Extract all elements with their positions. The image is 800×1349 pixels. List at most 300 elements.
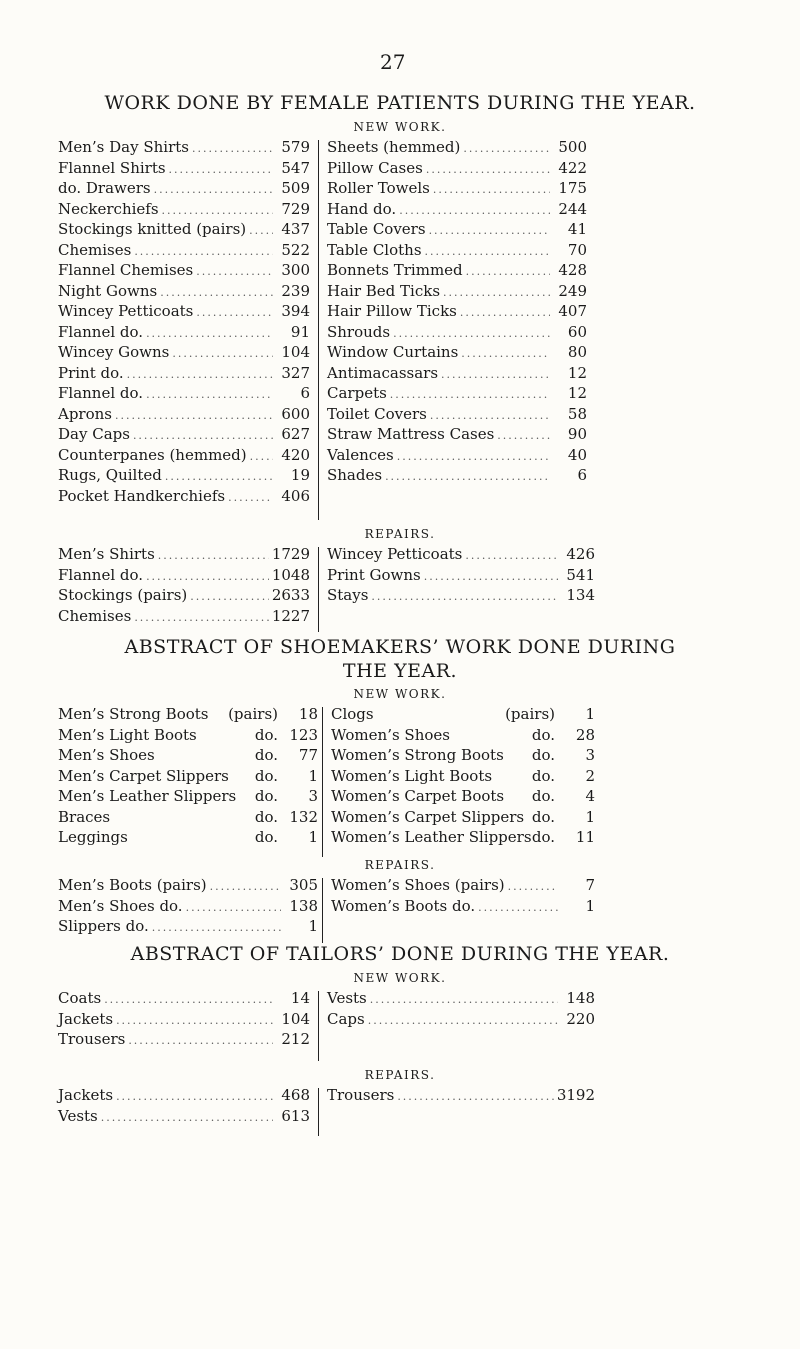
leader-dots xyxy=(152,921,281,934)
female-new-work-label: NEW WORK. xyxy=(353,120,447,134)
item-label: Leggings xyxy=(58,828,128,846)
item-value: 104 xyxy=(281,1009,310,1028)
leader-dots xyxy=(460,306,550,319)
item-label: Straw Mattress Cases xyxy=(327,425,495,443)
leader-dots xyxy=(154,183,273,196)
column-divider xyxy=(318,547,319,632)
leader-dots xyxy=(172,347,273,360)
tailors-repairs-right-list xyxy=(327,1086,595,1107)
leader-dots xyxy=(385,470,550,483)
leader-dots xyxy=(430,409,550,422)
list-item xyxy=(331,787,595,808)
leader-dots xyxy=(397,450,550,463)
item-label: Women’s Boots do. xyxy=(331,896,476,915)
item-value: 132 xyxy=(289,807,318,826)
tailors-new-work-label: NEW WORK. xyxy=(353,971,447,985)
item-label: Flannel Shirts xyxy=(58,158,166,177)
item-unit: do. xyxy=(254,746,278,764)
item-label: Chemises xyxy=(58,240,132,259)
item-label: Stockings (pairs) xyxy=(58,586,188,604)
list-item xyxy=(58,200,310,221)
leader-dots xyxy=(160,286,273,299)
item-label: Stockings knitted (pairs) xyxy=(58,220,247,238)
leader-dots xyxy=(115,409,273,422)
item-value: 212 xyxy=(281,1030,310,1048)
item-label: Night Gowns xyxy=(58,281,158,300)
list-item xyxy=(58,1010,310,1031)
item-value: 4 xyxy=(585,787,595,805)
leader-dots xyxy=(370,993,558,1006)
item-value: 41 xyxy=(567,220,587,238)
item-value: 3192 xyxy=(556,1086,595,1104)
list-item xyxy=(58,1030,310,1051)
item-label: Hair Pillow Ticks xyxy=(327,302,457,320)
item-value: 134 xyxy=(566,586,595,604)
list-item xyxy=(327,425,587,446)
item-unit: do. xyxy=(531,746,555,764)
shoemakers-repairs-right-list xyxy=(331,876,595,917)
item-label: Toilet Covers xyxy=(327,404,427,423)
item-value: 249 xyxy=(558,281,587,300)
leader-dots xyxy=(425,245,550,258)
leader-dots xyxy=(465,549,558,562)
item-value: 104 xyxy=(281,343,310,361)
item-unit: (pairs) xyxy=(505,705,555,723)
item-label: Wincey Petticoats xyxy=(327,545,463,563)
leader-dots xyxy=(116,1014,273,1027)
item-value: 1 xyxy=(585,896,595,915)
list-item xyxy=(327,261,587,282)
item-label: Flannel do. xyxy=(58,565,144,584)
item-label: Trousers xyxy=(58,1030,126,1048)
item-unit: do. xyxy=(531,766,555,785)
leader-dots xyxy=(146,388,273,401)
item-value: 58 xyxy=(567,404,587,423)
list-item xyxy=(331,828,595,849)
leader-dots xyxy=(424,570,558,583)
item-label: Print Gowns xyxy=(327,565,421,584)
leader-dots xyxy=(250,450,273,463)
list-item xyxy=(327,405,587,426)
leader-dots xyxy=(101,1111,273,1124)
item-label: Shrouds xyxy=(327,322,391,341)
column-divider xyxy=(318,991,319,1061)
shoemakers-repairs-label: REPAIRS. xyxy=(364,858,436,872)
item-label: do. Drawers xyxy=(58,179,151,197)
item-value: 394 xyxy=(281,302,310,320)
column-divider xyxy=(322,878,323,943)
list-item xyxy=(327,302,587,323)
list-item xyxy=(327,220,587,241)
item-value: 3 xyxy=(585,746,595,764)
leader-dots xyxy=(463,142,550,155)
female-repairs-right-list xyxy=(327,545,595,607)
leader-dots xyxy=(158,549,269,562)
list-item xyxy=(327,566,595,587)
shoemakers-title-line1: ABSTRACT OF SHOEMAKERS’ WORK DONE DURING xyxy=(124,636,676,658)
item-label: Valences xyxy=(327,445,394,464)
tailors-repairs-label: REPAIRS. xyxy=(364,1068,436,1082)
item-label: Women’s Carpet Slippers xyxy=(331,807,525,826)
leader-dots xyxy=(441,368,550,381)
item-label: Men’s Boots (pairs) xyxy=(58,876,207,894)
list-item xyxy=(327,282,587,303)
list-item xyxy=(58,586,310,607)
list-item xyxy=(327,179,587,200)
item-label: Men’s Shoes xyxy=(58,746,155,764)
list-item xyxy=(327,241,587,262)
item-value: 437 xyxy=(281,220,310,238)
list-item xyxy=(58,917,318,938)
item-label: Women’s Shoes (pairs) xyxy=(331,876,505,894)
item-label: Rugs, Quilted xyxy=(58,466,162,484)
item-value: 80 xyxy=(567,343,587,361)
leader-dots xyxy=(186,901,281,914)
shoemakers-title-line2: THE YEAR. xyxy=(342,660,458,682)
list-item xyxy=(58,159,310,180)
list-item xyxy=(58,808,318,829)
item-value: 547 xyxy=(281,158,310,177)
item-value: 175 xyxy=(558,179,587,197)
leader-dots xyxy=(461,347,550,360)
leader-dots xyxy=(368,1014,558,1027)
item-value: 541 xyxy=(566,565,595,584)
item-label: Braces xyxy=(58,807,111,826)
item-value: 220 xyxy=(566,1009,595,1028)
item-value: 1227 xyxy=(271,606,310,625)
list-item xyxy=(327,1010,595,1031)
item-label: Men’s Shirts xyxy=(58,545,155,563)
item-label: Counterpanes (hemmed) xyxy=(58,445,247,464)
list-item xyxy=(331,808,595,829)
list-item xyxy=(327,343,587,364)
leader-dots xyxy=(104,993,273,1006)
item-value: 420 xyxy=(281,445,310,464)
leader-dots xyxy=(134,611,269,624)
item-label: Wincey Gowns xyxy=(58,343,170,361)
item-value: 12 xyxy=(567,363,587,382)
female-new-right-list xyxy=(327,138,587,487)
shoemakers-new-right-list xyxy=(331,705,595,849)
list-item xyxy=(327,138,587,159)
item-label: Roller Towels xyxy=(327,179,430,197)
item-unit: do. xyxy=(531,828,555,846)
shoemakers-repairs-left-list xyxy=(58,876,318,938)
item-label: Pocket Handkerchiefs xyxy=(58,486,226,505)
leader-dots xyxy=(127,368,273,381)
list-item xyxy=(58,282,310,303)
item-value: 327 xyxy=(281,363,310,382)
item-value: 729 xyxy=(281,199,310,218)
list-item xyxy=(58,261,310,282)
leader-dots xyxy=(228,491,273,504)
item-value: 14 xyxy=(290,989,310,1007)
list-item xyxy=(58,726,318,747)
leader-dots xyxy=(134,245,273,258)
item-label: Day Caps xyxy=(58,425,130,443)
list-item xyxy=(331,876,595,897)
leader-dots xyxy=(146,327,273,340)
item-label: Neckerchiefs xyxy=(58,199,159,218)
list-item xyxy=(58,364,310,385)
item-label: Women’s Strong Boots xyxy=(331,746,504,764)
item-value: 426 xyxy=(566,545,595,563)
item-label: Trousers xyxy=(327,1086,395,1104)
item-label: Sheets (hemmed) xyxy=(327,138,461,156)
list-item xyxy=(331,705,595,726)
leader-dots xyxy=(146,570,269,583)
item-unit: (pairs) xyxy=(228,705,278,723)
item-unit: do. xyxy=(254,828,278,846)
leader-dots xyxy=(128,1034,273,1047)
item-value: 1 xyxy=(308,766,318,785)
item-label: Men’s Light Boots xyxy=(58,725,197,744)
list-item xyxy=(58,425,310,446)
item-value: 90 xyxy=(567,425,587,443)
item-value: 11 xyxy=(575,828,595,846)
leader-dots xyxy=(399,204,550,217)
item-value: 12 xyxy=(567,384,587,402)
item-value: 300 xyxy=(281,261,310,279)
leader-dots xyxy=(165,470,273,483)
item-label: Shades xyxy=(327,466,383,484)
item-label: Women’s Carpet Boots xyxy=(331,787,505,805)
item-label: Hand do. xyxy=(327,199,397,218)
item-unit: do. xyxy=(254,766,278,785)
list-item xyxy=(327,200,587,221)
item-value: 138 xyxy=(289,896,318,915)
item-value: 468 xyxy=(281,1086,310,1104)
item-value: 6 xyxy=(300,384,310,402)
leader-dots xyxy=(429,224,550,237)
column-divider xyxy=(318,140,319,520)
list-item xyxy=(58,302,310,323)
item-label: Wincey Petticoats xyxy=(58,302,194,320)
tailors-new-left-list xyxy=(58,989,310,1051)
item-label: Men’s Shoes do. xyxy=(58,896,183,915)
item-value: 70 xyxy=(567,240,587,259)
female-work-title: WORK DONE BY FEMALE PATIENTS DURING THE YEAR. xyxy=(104,92,696,114)
item-value: 627 xyxy=(281,425,310,443)
item-label: Men’s Day Shirts xyxy=(58,138,189,156)
shoemakers-new-left-list xyxy=(58,705,318,849)
item-value: 1729 xyxy=(271,545,310,563)
leader-dots xyxy=(426,163,550,176)
list-item xyxy=(327,364,587,385)
leader-dots xyxy=(116,1090,273,1103)
list-item xyxy=(58,746,318,767)
item-label: Table Covers xyxy=(327,220,426,238)
tailors-title: ABSTRACT OF TAILORS’ DONE DURING THE YEAR. xyxy=(130,943,670,965)
item-value: 7 xyxy=(585,876,595,894)
item-value: 613 xyxy=(281,1106,310,1125)
leader-dots xyxy=(133,429,273,442)
list-item xyxy=(331,746,595,767)
item-value: 1 xyxy=(308,917,318,935)
item-label: Window Curtains xyxy=(327,343,459,361)
list-item xyxy=(58,220,310,241)
list-item xyxy=(331,726,595,747)
leader-dots xyxy=(393,327,550,340)
leader-dots xyxy=(508,880,558,893)
item-value: 148 xyxy=(566,989,595,1007)
item-unit: do. xyxy=(254,725,278,744)
item-label: Women’s Leather Slippers xyxy=(331,828,532,846)
list-item xyxy=(327,1086,595,1107)
item-value: 18 xyxy=(298,705,318,723)
item-value: 509 xyxy=(281,179,310,197)
item-value: 579 xyxy=(281,138,310,156)
item-label: Men’s Strong Boots xyxy=(58,705,209,723)
list-item xyxy=(331,767,595,788)
item-unit: do. xyxy=(531,725,555,744)
item-label: Carpets xyxy=(327,384,387,402)
list-item xyxy=(58,1107,310,1128)
item-unit: do. xyxy=(254,807,278,826)
item-label: Hair Bed Ticks xyxy=(327,281,441,300)
item-value: 422 xyxy=(558,158,587,177)
list-item xyxy=(58,138,310,159)
item-value: 60 xyxy=(567,322,587,341)
item-value: 91 xyxy=(290,322,310,341)
leader-dots xyxy=(190,590,269,603)
item-value: 1 xyxy=(585,705,595,723)
list-item xyxy=(58,828,318,849)
list-item xyxy=(58,405,310,426)
item-value: 407 xyxy=(558,302,587,320)
item-label: Antimacassars xyxy=(327,363,439,382)
item-label: Caps xyxy=(327,1009,365,1028)
leader-dots xyxy=(466,265,550,278)
item-value: 40 xyxy=(567,445,587,464)
list-item xyxy=(327,384,587,405)
item-value: 600 xyxy=(281,404,310,423)
list-item xyxy=(58,241,310,262)
item-value: 77 xyxy=(298,746,318,764)
list-item xyxy=(58,989,310,1010)
item-label: Stays xyxy=(327,586,369,604)
list-item xyxy=(58,897,318,918)
leader-dots xyxy=(443,286,550,299)
female-new-left-list xyxy=(58,138,310,507)
leader-dots xyxy=(249,224,273,237)
list-item xyxy=(58,705,318,726)
item-value: 123 xyxy=(289,725,318,744)
item-unit: do. xyxy=(531,807,555,826)
item-label: Vests xyxy=(58,1106,98,1125)
item-label: Women’s Light Boots xyxy=(331,766,493,785)
list-item xyxy=(58,179,310,200)
leader-dots xyxy=(196,306,273,319)
item-label: Print do. xyxy=(58,363,124,382)
list-item xyxy=(327,586,595,607)
list-item xyxy=(327,159,587,180)
item-value: 406 xyxy=(281,486,310,505)
item-value: 1 xyxy=(585,807,595,826)
item-unit: do. xyxy=(531,787,555,805)
shoemakers-new-work-label: NEW WORK. xyxy=(353,687,447,701)
leader-dots xyxy=(478,901,558,914)
item-label: Flannel Chemises xyxy=(58,261,194,279)
item-value: 239 xyxy=(281,281,310,300)
item-value: 6 xyxy=(577,466,587,484)
column-divider xyxy=(322,707,323,857)
item-value: 1 xyxy=(308,828,318,846)
item-label: Pillow Cases xyxy=(327,158,423,177)
item-value: 244 xyxy=(558,199,587,218)
item-value: 1048 xyxy=(271,565,310,584)
tailors-new-right-list xyxy=(327,989,595,1030)
item-label: Coats xyxy=(58,989,102,1007)
list-item xyxy=(58,446,310,467)
item-label: Clogs xyxy=(331,705,374,723)
leader-dots xyxy=(497,429,550,442)
item-value: 2 xyxy=(585,766,595,785)
item-value: 500 xyxy=(558,138,587,156)
list-item xyxy=(58,566,310,587)
list-item xyxy=(331,897,595,918)
leader-dots xyxy=(433,183,550,196)
list-item xyxy=(327,989,595,1010)
item-label: Women’s Shoes xyxy=(331,725,450,744)
leader-dots xyxy=(162,204,273,217)
leader-dots xyxy=(371,590,558,603)
female-repairs-left-list xyxy=(58,545,310,627)
female-repairs-label: REPAIRS. xyxy=(364,527,436,541)
list-item xyxy=(58,545,310,566)
item-value: 3 xyxy=(308,787,318,805)
leader-dots xyxy=(397,1090,554,1103)
list-item xyxy=(58,384,310,405)
item-label: Vests xyxy=(327,989,367,1007)
list-item xyxy=(327,323,587,344)
item-label: Men’s Carpet Slippers xyxy=(58,766,229,785)
item-value: 2633 xyxy=(271,586,310,604)
item-label: Table Cloths xyxy=(327,240,422,259)
list-item xyxy=(58,767,318,788)
item-label: Slippers do. xyxy=(58,917,149,935)
list-item xyxy=(58,607,310,628)
list-item xyxy=(327,545,595,566)
item-value: 19 xyxy=(290,466,310,484)
list-item xyxy=(58,1086,310,1107)
leader-dots xyxy=(210,880,281,893)
list-item xyxy=(58,323,310,344)
item-label: Bonnets Trimmed xyxy=(327,261,463,279)
list-item xyxy=(327,466,587,487)
page-number: 27 xyxy=(380,50,406,74)
item-label: Jackets xyxy=(58,1009,114,1028)
tailors-repairs-left-list xyxy=(58,1086,310,1127)
item-value: 428 xyxy=(558,261,587,279)
leader-dots xyxy=(196,265,273,278)
item-value: 522 xyxy=(281,240,310,259)
column-divider xyxy=(318,1088,319,1136)
item-label: Men’s Leather Slippers xyxy=(58,787,237,805)
list-item xyxy=(58,787,318,808)
list-item xyxy=(58,343,310,364)
list-item xyxy=(58,876,318,897)
item-unit: do. xyxy=(254,787,278,805)
list-item xyxy=(327,446,587,467)
item-label: Aprons xyxy=(58,404,112,423)
item-label: Flannel do. xyxy=(58,322,144,341)
leader-dots xyxy=(192,142,273,155)
item-label: Chemises xyxy=(58,606,132,625)
list-item xyxy=(58,487,310,508)
item-label: Jackets xyxy=(58,1086,114,1104)
item-label: Flannel do. xyxy=(58,384,144,402)
